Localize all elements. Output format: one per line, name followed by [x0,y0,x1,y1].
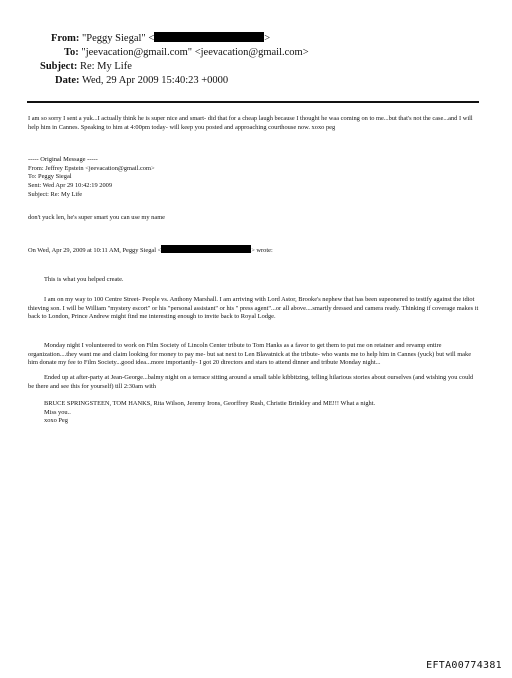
quoted-paragraph-3: Monday night I volunteered to work on Film Society of Lincoln Center tribute to Tom Hanks as a favor to get them to put me on retainer and revamp entire organization....they want me and claim looking for money to pay me- but sat next to Len Blavatnick at the tribute- who wants me to help him in Cannes (yuck) but will make him donate my fee to Film Society...good idea...more importantly- I got 20 directors and stars to attend dinner and tribute Monday night... [28,342,472,367]
from-row [51,32,270,45]
to-value: "jeevacation@gmail.com" <jeevacation@gmail.com> [81,47,309,58]
quote-intro [28,245,480,256]
original-body: don't yuck len, he's super smart you can use my name [28,214,166,221]
to-row [64,46,309,59]
from-suffix: > [264,33,271,44]
subject-row [40,60,132,73]
quote-intro-pre: On Wed, Apr 29, 2009 at 10:11 AM, Peggy Siegal < [28,247,162,254]
quote-intro-post: > wrote: [251,247,273,254]
quoted-signoff: xoxo Peg [44,417,68,425]
quoted-closing [44,400,484,426]
original-message-block [28,156,328,200]
date-value: Wed, 29 Apr 2009 15:40:23 +0000 [81,75,229,86]
original-separator: ----- Original Message ----- [28,156,98,163]
quoted-miss-you: Miss you.. [44,408,71,416]
subject-label: Subject: [40,61,78,72]
from-value: "Peggy Siegal" < [82,33,155,44]
original-to: To: Peggy Siegal [28,173,72,181]
redaction-box [154,32,264,42]
date-row [55,74,228,87]
reply-paragraph: I am so sorry I sent a yuk...I actually think he is super nice and smart- did that for a cheap laugh because I thought he waa coming on to me...but that's not the case...and I will help him in Cannes. Speaking to him at 4:00pm today- will keep you posted and approaching courthouse now. xoxo peg [28,115,473,131]
quoted-celebrities: BRUCE SPRINGSTEEN, TOM HANKS, Rita Wilson, Jeremy Irons, Georffrey Rush, Christie Brinkley and ME!!! What a night. [44,400,376,407]
quoted-paragraph-2: I am on my way to 100 Centre Street- People vs. Anthony Marshall. I am arriving with Lord Astor, Brooke's nephew that has been supeonered to testify against the idiot thieving son. I will be William "mystery escort" or his "personal assistant" or his " press agent"...or all above....smartly dressed and camera ready. Thinking if coverage makes it back to London, Prince Andrew might find me interesting enough to invite back to Royal Lodge. [28,296,479,321]
redaction-box [161,245,251,253]
from-label: From: [51,33,80,44]
original-from: From: Jeffrey Epstein <jeevacation@gmail.com> [28,164,155,172]
subject-value: Re: My Life [79,61,132,72]
bates-number: EFTA00774381 [426,660,502,671]
header-divider [27,101,479,103]
quoted-paragraph-4: Ended up at after-party at Jean-George...balmy night on a terrace sitting around a small table kibbitzing, telling hilarious stories about ourselves (and wishing you could be there and see this for yourself) till 2:30am with [28,374,474,390]
date-label: Date: [55,75,80,86]
quoted-line-1: This is what you helped create. [44,276,124,283]
original-subject: Subject: Re: My Life [28,190,83,198]
original-sent: Sent: Wed Apr 29 10:42:19 2009 [28,182,113,190]
to-label: To: [64,47,79,58]
